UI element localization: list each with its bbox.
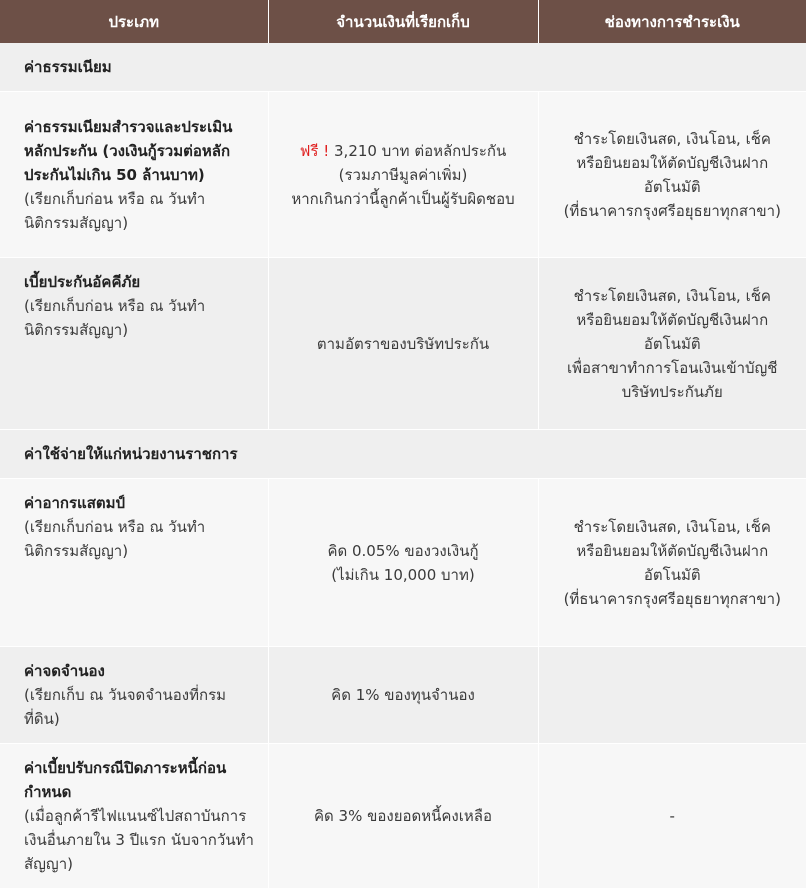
amount-line: (ไม่เกิน 10,000 บาท) (331, 565, 475, 584)
amount-line: คิด 0.05% ของวงเงินกู้ (327, 541, 479, 560)
header-type: ประเภท (0, 0, 268, 43)
amount-line: ฟรี ! 3,210 บาท ต่อหลักประกัน (299, 141, 507, 160)
amount-line: คิด 1% ของทุนจำนอง (331, 686, 475, 704)
channel-cell (538, 92, 806, 258)
section-title: ค่าธรรมเนียม (0, 43, 806, 92)
row-note: (เรียกเก็บก่อน หรือ ณ วันทำนิติกรรมสัญญา) (24, 189, 206, 232)
channel-line: หรือยินยอมให้ตัดบัญชีเงินฝากอัตโนมัติ (576, 153, 769, 196)
header-channel: ช่องทางการชำระเงิน (538, 0, 806, 43)
type-cell (0, 92, 268, 258)
row-note: (เรียกเก็บก่อน หรือ ณ วันทำนิติกรรมสัญญา) (24, 518, 206, 560)
table-header-row (0, 0, 806, 43)
row-title: เบี้ยประกันอัคคีภัย (24, 273, 141, 291)
amount-line: คิด 3% ของยอดหนี้คงเหลือ (314, 807, 492, 825)
amount-line: (รวมภาษีมูลค่าเพิ่ม) (338, 165, 468, 184)
free-badge: ฟรี ! (299, 141, 330, 160)
channel-line: (ที่ธนาคารกรุงศรีอยุธยาทุกสาขา) (563, 201, 781, 220)
row-note: (เมื่อลูกค้ารีไฟแนนซ์ไปสถาบันการเงินอื่นภายใน 3 ปีแรก นับจากวันทำสัญญา) (24, 807, 254, 873)
type-cell (0, 479, 268, 647)
amount-line: ตามอัตราของบริษัทประกัน (316, 334, 490, 353)
amount-line: หากเกินกว่านี้ลูกค้าเป็นผู้รับผิดชอบ (291, 189, 515, 208)
type-cell (0, 744, 268, 889)
table-row (0, 258, 806, 430)
channel-line: เพื่อสาขาทำการโอนเงินเข้าบัญชีบริษัทประกันภัย (567, 358, 778, 401)
amount-cell (268, 258, 538, 430)
channel-line: ชำระโดยเงินสด, เงินโอน, เช็ค (573, 129, 771, 148)
amount-cell (268, 744, 538, 889)
section-row-fees (0, 43, 806, 92)
amount-cell (268, 647, 538, 744)
row-note: (เรียกเก็บ ณ วันจดจำนองที่กรมที่ดิน) (24, 686, 227, 728)
table-row (0, 744, 806, 889)
channel-cell (538, 258, 806, 430)
section-row-government (0, 430, 806, 479)
table-row (0, 479, 806, 647)
channel-line: ชำระโดยเงินสด, เงินโอน, เช็ค (573, 286, 771, 305)
row-note: (เรียกเก็บก่อน หรือ ณ วันทำนิติกรรมสัญญา) (24, 297, 206, 339)
channel-line: หรือยินยอมให้ตัดบัญชีเงินฝากอัตโนมัติ (576, 310, 769, 353)
channel-line: (ที่ธนาคารกรุงศรีอยุธยาทุกสาขา) (563, 589, 781, 608)
channel-cell (538, 479, 806, 647)
row-title: ค่าอากรแสตมป์ (24, 494, 126, 512)
channel-line: - (669, 807, 675, 825)
row-title: ค่าธรรมเนียมสำรวจและประเมินหลักประกัน (วงเงินกู้รวมต่อหลักประกันไม่เกิน 50 ล้านบาท) (24, 117, 233, 184)
channel-cell (538, 744, 806, 889)
header-amount: จำนวนเงินที่เรียกเก็บ (268, 0, 538, 43)
channel-cell (538, 647, 806, 744)
type-cell (0, 647, 268, 744)
type-cell (0, 258, 268, 430)
amount-cell (268, 479, 538, 647)
table-row (0, 647, 806, 744)
section-title: ค่าใช้จ่ายให้แก่หน่วยงานราชการ (0, 430, 806, 479)
channel-line: ชำระโดยเงินสด, เงินโอน, เช็ค (573, 517, 771, 536)
channel-line: หรือยินยอมให้ตัดบัญชีเงินฝากอัตโนมัติ (576, 541, 769, 584)
table-row (0, 92, 806, 258)
amount-cell (268, 92, 538, 258)
row-title: ค่าเบี้ยปรับกรณีปิดภาระหนี้ก่อนกำหนด (24, 759, 227, 801)
row-title: ค่าจดจำนอง (24, 662, 105, 680)
